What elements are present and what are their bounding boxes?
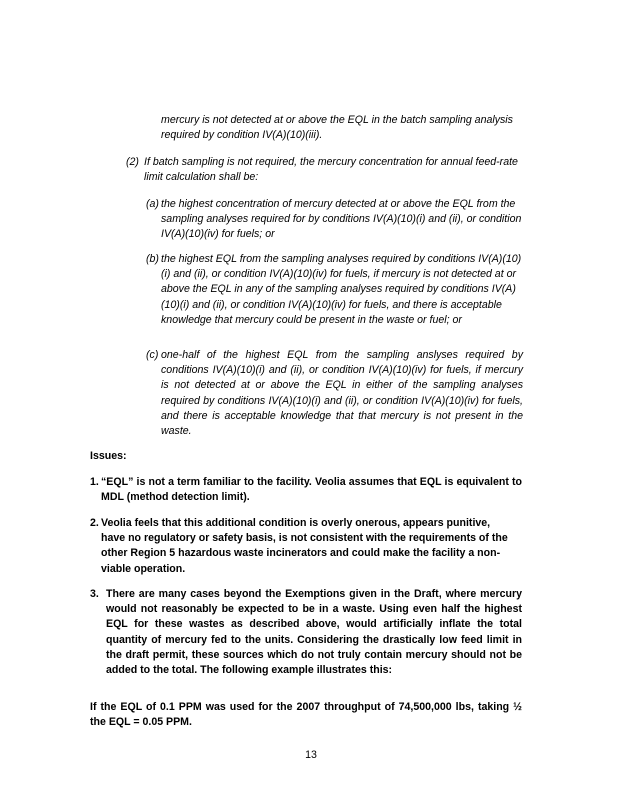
continuation-paragraph: mercury is not detected at or above the EQL in the batch sampling analysis required by condition IV(A)(10)(iii). — [161, 114, 513, 142]
issue-1-number: 1. — [90, 476, 99, 488]
subcondition-2-label: (2) — [126, 156, 139, 168]
issue-3-text: There are many cases beyond the Exemptions given in the Draft, where mercury would not reasonably be expected to be in a waste. Using even half the highest EQL for these wastes as described above, would artificially inflate the total quantity of mercury fed to the units. Considering the drastically low feed limit in the draft permit, these sources which do not truly contain mercury should not be added to the total. The following example illustrates this: — [106, 588, 522, 677]
item-a-text: the highest concentration of mercury detected at or above the EQL from the sampling analyses required for by conditions IV(A)(10)(i) and (ii), or condition IV(A)(10)(iv) for fuels; or — [161, 198, 522, 241]
closing-paragraph: If the EQL of 0.1 PPM was used for the 2007 throughput of 74,500,000 lbs, taking ½ the EQL = 0.05 PPM. — [90, 701, 522, 729]
subcondition-2-text: If batch sampling is not required, the mercury concentration for annual feed-rate limit calculation shall be: — [144, 156, 518, 184]
issue-2-number: 2. — [90, 517, 99, 529]
item-b-text: the highest EQL from the sampling analyses required by conditions IV(A)(10)(i) and (ii), or condition IV(A)(10)(iv) for fuels, if mercury is not detected at or above the EQL in any of the sampling analyses required by conditions IV(A)(10)(i) and (ii), or condition IV(A)(10)(iv) for fuels, and there is acceptable knowledge that mercury could be present in the waste or fuel; or — [161, 253, 522, 326]
page-number: 13 — [305, 749, 317, 761]
item-a-label: (a) — [146, 198, 159, 210]
issue-3-number: 3. — [90, 588, 99, 600]
item-c-text: one-half of the highest EQL from the sampling anslyses required by conditions IV(A)(10)(i) and (ii), or condition IV(A)(10)(iv) for fuels, if mercury is not detected at or above the EQL in either of the sampling analyses required by conditions IV(A)(10)(i) and (ii), or condition IV(A)(10)(iv) for fuels, and there is acceptable knowledge that that mercury is not present in the waste. — [161, 349, 523, 438]
item-c-label: (c) — [146, 349, 159, 361]
issue-2-text: Veolia feels that this additional condition is overly onerous, appears punitive, have no regulatory or safety basis, is not consistent with the requirements of the other Region 5 hazardous waste incinerators and could make the facility a non-viable operation. — [101, 517, 508, 575]
issues-heading: Issues: — [90, 450, 127, 462]
item-b-label: (b) — [146, 253, 159, 265]
issue-1-text: “EQL” is not a term familiar to the facility. Veolia assumes that EQL is equivalent to MDL (method detection limit). — [101, 476, 522, 504]
